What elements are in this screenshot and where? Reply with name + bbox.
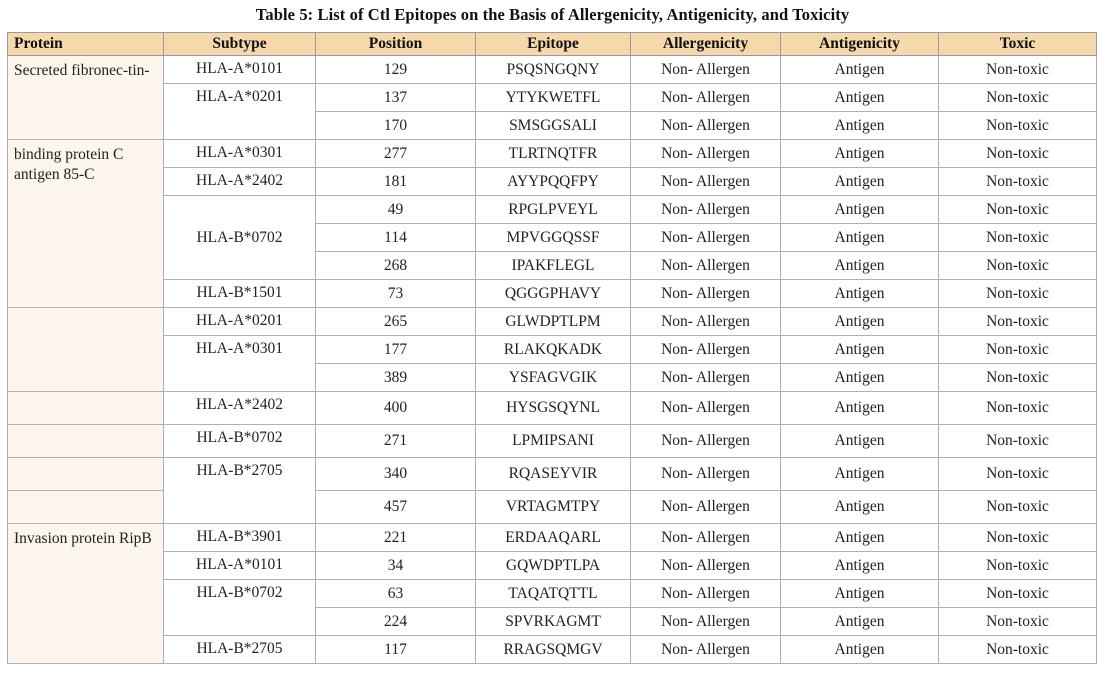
cell-subtype: HLA-A*2402 bbox=[164, 392, 316, 425]
cell-toxic: Non-toxic bbox=[939, 252, 1097, 280]
cell-allergenicity: Non- Allergen bbox=[631, 552, 781, 580]
cell-subtype: HLA-B*3901 bbox=[164, 524, 316, 552]
cell-position: 170 bbox=[316, 112, 476, 140]
cell-position: 73 bbox=[316, 280, 476, 308]
cell-protein bbox=[8, 392, 164, 425]
cell-subtype: HLA-A*2402 bbox=[164, 168, 316, 196]
cell-toxic: Non-toxic bbox=[939, 140, 1097, 168]
cell-subtype: HLA-A*0101 bbox=[164, 552, 316, 580]
table-row bbox=[8, 392, 1097, 425]
table-caption: Table 5: List of Ctl Epitopes on the Basis of Allergenicity, Antigenicity, and Toxicity bbox=[255, 5, 850, 24]
cell-allergenicity: Non- Allergen bbox=[631, 84, 781, 112]
cell-position: 63 bbox=[316, 580, 476, 608]
table-row bbox=[8, 84, 1097, 112]
cell-antigenicity: Antigen bbox=[781, 608, 939, 636]
cell-epitope: RQASEYVIR bbox=[476, 458, 631, 491]
table-row bbox=[8, 56, 1097, 84]
cell-epitope: SMSGGSALI bbox=[476, 112, 631, 140]
cell-toxic: Non-toxic bbox=[939, 636, 1097, 664]
cell-protein bbox=[8, 425, 164, 458]
cell-allergenicity: Non- Allergen bbox=[631, 252, 781, 280]
cell-toxic: Non-toxic bbox=[939, 308, 1097, 336]
cell-subtype: HLA-B*0702 bbox=[164, 196, 316, 280]
cell-allergenicity: Non- Allergen bbox=[631, 308, 781, 336]
header-position: Position bbox=[316, 33, 476, 56]
cell-toxic: Non-toxic bbox=[939, 112, 1097, 140]
cell-epitope: RLAKQKADK bbox=[476, 336, 631, 364]
table-row bbox=[8, 280, 1097, 308]
cell-antigenicity: Antigen bbox=[781, 252, 939, 280]
cell-antigenicity: Antigen bbox=[781, 491, 939, 524]
cell-subtype: HLA-A*0201 bbox=[164, 308, 316, 336]
cell-subtype: HLA-B*1501 bbox=[164, 280, 316, 308]
cell-allergenicity: Non- Allergen bbox=[631, 140, 781, 168]
table-row bbox=[8, 168, 1097, 196]
cell-epitope: RPGLPVEYL bbox=[476, 196, 631, 224]
cell-toxic: Non-toxic bbox=[939, 168, 1097, 196]
header-antigenicity: Antigenicity bbox=[781, 33, 939, 56]
cell-antigenicity: Antigen bbox=[781, 458, 939, 491]
cell-antigenicity: Antigen bbox=[781, 308, 939, 336]
cell-antigenicity: Antigen bbox=[781, 224, 939, 252]
table-row bbox=[8, 336, 1097, 364]
cell-subtype: HLA-A*0201 bbox=[164, 84, 316, 140]
cell-position: 265 bbox=[316, 308, 476, 336]
cell-subtype: HLA-A*0301 bbox=[164, 140, 316, 168]
epitope-table bbox=[7, 32, 1097, 664]
cell-position: 268 bbox=[316, 252, 476, 280]
cell-position: 137 bbox=[316, 84, 476, 112]
cell-allergenicity: Non- Allergen bbox=[631, 425, 781, 458]
cell-epitope: IPAKFLEGL bbox=[476, 252, 631, 280]
cell-toxic: Non-toxic bbox=[939, 84, 1097, 112]
cell-antigenicity: Antigen bbox=[781, 552, 939, 580]
header-protein: Protein bbox=[8, 33, 164, 56]
cell-subtype: HLA-B*0702 bbox=[164, 425, 316, 458]
cell-toxic: Non-toxic bbox=[939, 524, 1097, 552]
cell-position: 177 bbox=[316, 336, 476, 364]
cell-toxic: Non-toxic bbox=[939, 580, 1097, 608]
cell-epitope: HYSGSQYNL bbox=[476, 392, 631, 425]
header-row bbox=[8, 33, 1097, 56]
cell-position: 277 bbox=[316, 140, 476, 168]
cell-allergenicity: Non- Allergen bbox=[631, 636, 781, 664]
cell-position: 400 bbox=[316, 392, 476, 425]
cell-protein bbox=[8, 458, 164, 491]
cell-subtype: HLA-A*0101 bbox=[164, 56, 316, 84]
cell-subtype: HLA-B*2705 bbox=[164, 636, 316, 664]
header-epitope: Epitope bbox=[476, 33, 631, 56]
cell-protein bbox=[8, 491, 164, 524]
cell-position: 221 bbox=[316, 524, 476, 552]
cell-allergenicity: Non- Allergen bbox=[631, 392, 781, 425]
cell-toxic: Non-toxic bbox=[939, 458, 1097, 491]
cell-epitope: PSQSNGQNY bbox=[476, 56, 631, 84]
cell-toxic: Non-toxic bbox=[939, 196, 1097, 224]
cell-toxic: Non-toxic bbox=[939, 280, 1097, 308]
cell-allergenicity: Non- Allergen bbox=[631, 112, 781, 140]
cell-antigenicity: Antigen bbox=[781, 140, 939, 168]
cell-allergenicity: Non- Allergen bbox=[631, 364, 781, 392]
cell-toxic: Non-toxic bbox=[939, 608, 1097, 636]
cell-antigenicity: Antigen bbox=[781, 364, 939, 392]
cell-epitope: TAQATQTTL bbox=[476, 580, 631, 608]
cell-allergenicity: Non- Allergen bbox=[631, 491, 781, 524]
cell-position: 457 bbox=[316, 491, 476, 524]
cell-epitope: GQWDPTLPA bbox=[476, 552, 631, 580]
cell-position: 114 bbox=[316, 224, 476, 252]
cell-position: 271 bbox=[316, 425, 476, 458]
cell-epitope: YSFAGVGIK bbox=[476, 364, 631, 392]
cell-position: 129 bbox=[316, 56, 476, 84]
table-row bbox=[8, 458, 1097, 491]
cell-allergenicity: Non- Allergen bbox=[631, 580, 781, 608]
cell-subtype: HLA-B*2705 bbox=[164, 458, 316, 524]
cell-antigenicity: Antigen bbox=[781, 84, 939, 112]
cell-epitope: YTYKWETFL bbox=[476, 84, 631, 112]
header-toxic: Toxic bbox=[939, 33, 1097, 56]
table-row bbox=[8, 552, 1097, 580]
table-row bbox=[8, 308, 1097, 336]
cell-epitope: LPMIPSANI bbox=[476, 425, 631, 458]
header-subtype: Subtype bbox=[164, 33, 316, 56]
header-allergenicity: Allergenicity bbox=[631, 33, 781, 56]
cell-toxic: Non-toxic bbox=[939, 392, 1097, 425]
table-row bbox=[8, 580, 1097, 608]
cell-toxic: Non-toxic bbox=[939, 491, 1097, 524]
cell-protein bbox=[8, 308, 164, 392]
cell-antigenicity: Antigen bbox=[781, 392, 939, 425]
cell-toxic: Non-toxic bbox=[939, 56, 1097, 84]
cell-toxic: Non-toxic bbox=[939, 336, 1097, 364]
cell-toxic: Non-toxic bbox=[939, 552, 1097, 580]
cell-antigenicity: Antigen bbox=[781, 112, 939, 140]
cell-epitope: TLRTNQTFR bbox=[476, 140, 631, 168]
cell-allergenicity: Non- Allergen bbox=[631, 336, 781, 364]
cell-protein: Secreted fibronec-tin- bbox=[8, 56, 164, 140]
cell-allergenicity: Non- Allergen bbox=[631, 280, 781, 308]
cell-allergenicity: Non- Allergen bbox=[631, 196, 781, 224]
cell-allergenicity: Non- Allergen bbox=[631, 168, 781, 196]
cell-epitope: RRAGSQMGV bbox=[476, 636, 631, 664]
cell-epitope: ERDAAQARL bbox=[476, 524, 631, 552]
cell-subtype: HLA-B*0702 bbox=[164, 580, 316, 636]
cell-position: 224 bbox=[316, 608, 476, 636]
cell-epitope: QGGGPHAVY bbox=[476, 280, 631, 308]
cell-allergenicity: Non- Allergen bbox=[631, 608, 781, 636]
cell-position: 117 bbox=[316, 636, 476, 664]
cell-toxic: Non-toxic bbox=[939, 224, 1097, 252]
cell-antigenicity: Antigen bbox=[781, 168, 939, 196]
table-body bbox=[8, 56, 1097, 664]
cell-allergenicity: Non- Allergen bbox=[631, 224, 781, 252]
cell-epitope: GLWDPTLPM bbox=[476, 308, 631, 336]
cell-protein: Invasion protein RipB bbox=[8, 524, 164, 664]
table-row bbox=[8, 196, 1097, 224]
table-row bbox=[8, 425, 1097, 458]
cell-allergenicity: Non- Allergen bbox=[631, 524, 781, 552]
cell-antigenicity: Antigen bbox=[781, 425, 939, 458]
cell-antigenicity: Antigen bbox=[781, 336, 939, 364]
cell-antigenicity: Antigen bbox=[781, 56, 939, 84]
cell-position: 389 bbox=[316, 364, 476, 392]
cell-epitope: AYYPQQFPY bbox=[476, 168, 631, 196]
cell-epitope: SPVRKAGMT bbox=[476, 608, 631, 636]
table-row bbox=[8, 636, 1097, 664]
cell-position: 181 bbox=[316, 168, 476, 196]
table-row bbox=[8, 140, 1097, 168]
cell-position: 49 bbox=[316, 196, 476, 224]
table-row bbox=[8, 524, 1097, 552]
cell-position: 34 bbox=[316, 552, 476, 580]
cell-allergenicity: Non- Allergen bbox=[631, 56, 781, 84]
cell-epitope: VRTAGMTPY bbox=[476, 491, 631, 524]
cell-antigenicity: Antigen bbox=[781, 196, 939, 224]
cell-antigenicity: Antigen bbox=[781, 580, 939, 608]
cell-antigenicity: Antigen bbox=[781, 636, 939, 664]
cell-allergenicity: Non- Allergen bbox=[631, 458, 781, 491]
cell-subtype: HLA-A*0301 bbox=[164, 336, 316, 392]
cell-antigenicity: Antigen bbox=[781, 280, 939, 308]
cell-protein: binding protein C antigen 85-C bbox=[8, 140, 164, 308]
cell-toxic: Non-toxic bbox=[939, 364, 1097, 392]
cell-toxic: Non-toxic bbox=[939, 425, 1097, 458]
cell-antigenicity: Antigen bbox=[781, 524, 939, 552]
cell-position: 340 bbox=[316, 458, 476, 491]
cell-epitope: MPVGGQSSF bbox=[476, 224, 631, 252]
